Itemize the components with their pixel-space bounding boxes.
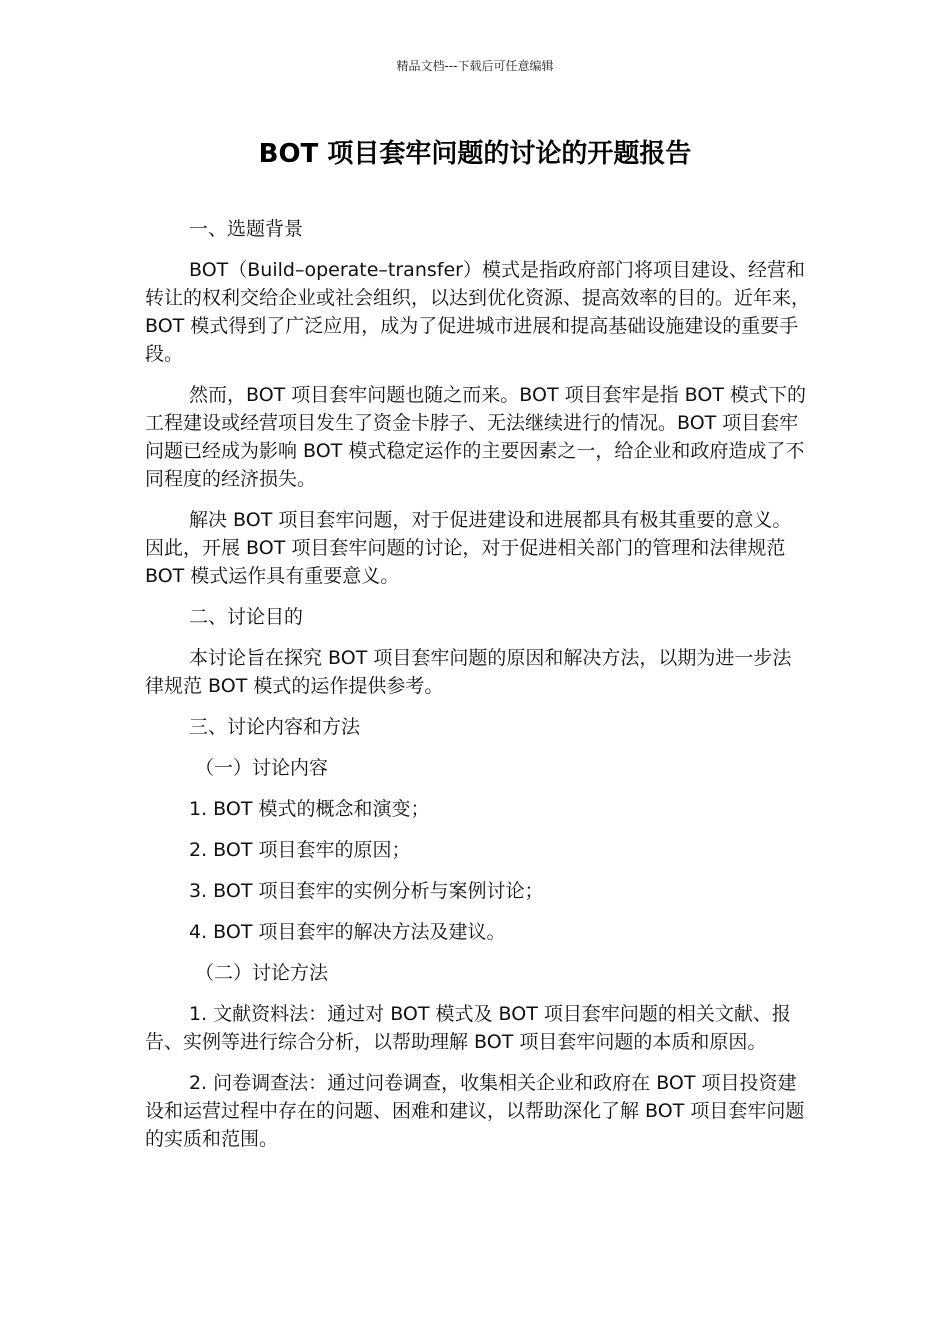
page-header: 精品文档---下载后可任意编辑 <box>396 59 554 73</box>
list-item: 4. BOT 项目套牢的解决方法及建议。 <box>189 921 506 943</box>
list-item-survey-method: 2. 问卷调查法：通过问卷调查，收集相关企业和政府在 BOT 项目投资建设和运营过程中存在的问题、困难和建议，以帮助深化了解 BOT 项目套牢问题的实质和范围。 <box>145 1072 805 1150</box>
subsection-heading-content: （一）讨论内容 <box>195 757 329 779</box>
document-title: BOT 项目套牢问题的讨论的开题报告 <box>258 139 692 169</box>
paragraph-significance: 解决 BOT 项目套牢问题，对于促进建设和进展都具有极其重要的意义。因此，开展 BOT 项目套牢问题的讨论，对于促进相关部门的管理和法律规范 BOT 模式运作具有重要意义。 <box>145 509 792 587</box>
subsection-heading-method: （二）讨论方法 <box>195 962 329 984</box>
section-heading-purpose: 二、讨论目的 <box>189 606 304 628</box>
list-item: 1. BOT 模式的概念和演变； <box>189 798 430 820</box>
paragraph-bot-problem: 然而，BOT 项目套牢问题也随之而来。BOT 项目套牢是指 BOT 模式下的工程建设或经营项目发生了资金卡脖子、无法继续进行的情况。BOT 项目套牢问题已经成为影响 BOT 模式稳定运作的主要因素之一，给企业和政府造成了不同程度的经济损失。 <box>145 384 806 490</box>
list-item: 2. BOT 项目套牢的原因； <box>189 839 411 861</box>
list-item-literature-method: 1. 文献资料法：通过对 BOT 模式及 BOT 项目套牢问题的相关文献、报告、实例等进行综合分析，以帮助理解 BOT 项目套牢问题的本质和原因。 <box>145 1003 791 1053</box>
document-body <box>145 215 810 1166</box>
section-heading-content-method: 三、讨论内容和方法 <box>189 716 361 738</box>
list-item: 3. BOT 项目套牢的实例分析与案例讨论； <box>189 880 544 902</box>
paragraph-purpose: 本讨论旨在探究 BOT 项目套牢问题的原因和解决方法，以期为进一步法律规范 BOT 模式的运作提供参考。 <box>145 647 792 697</box>
paragraph-bot-definition: BOT（Build–operate–transfer）模式是指政府部门将项目建设、经营和转让的权利交给企业或社会组织，以达到优化资源、提高效率的目的。近年来，BOT 模式得到了广泛应用，成为了促进城市进展和提高基础设施建设的重要手段。 <box>145 259 811 365</box>
section-heading-background: 一、选题背景 <box>189 218 304 240</box>
